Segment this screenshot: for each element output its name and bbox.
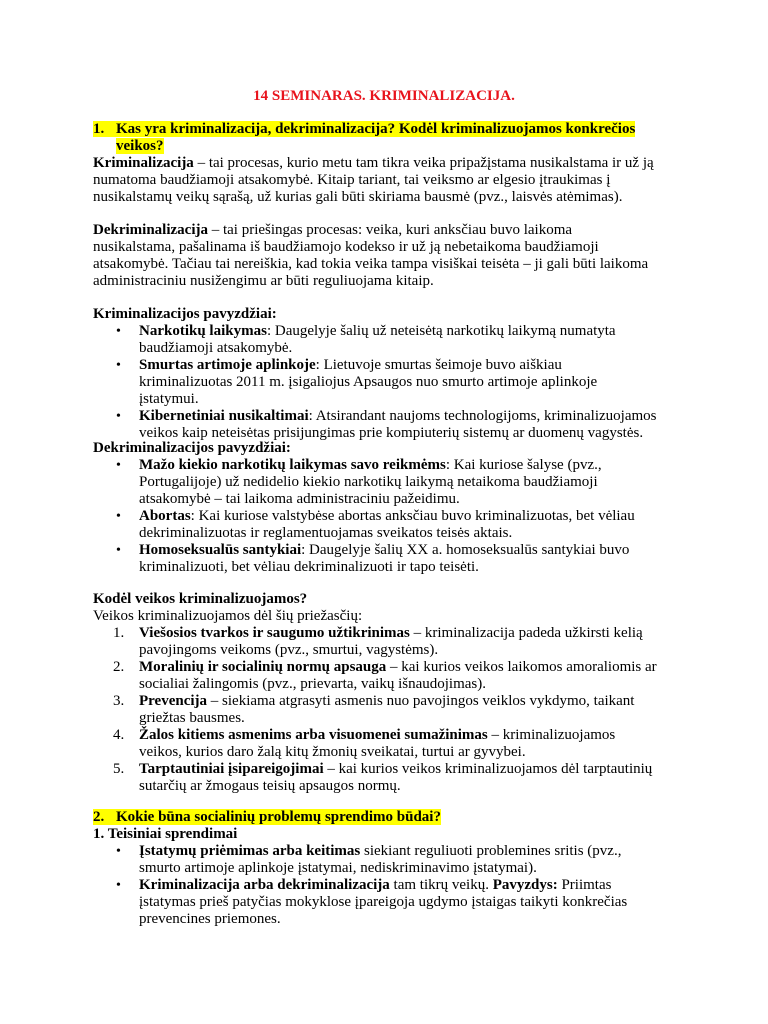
item-text: sutarčių ar žmogaus teisių apsaugos normų.	[139, 778, 401, 794]
legal-solutions	[93, 826, 683, 928]
item-text: atsakomybė – tai laikoma administraciniu pažeidimu.	[139, 491, 460, 507]
item-text: kriminalizuotas 2011 m. įsigaliojus Apsaugos nuo smurto artimoje aplinkoje	[139, 374, 598, 390]
item-term: Tarptautiniai įsipareigojimai	[139, 761, 324, 777]
question-text-line2: veikos?	[116, 138, 164, 154]
item-text: įstatymas prieš patyčias mokyklose įpareigoja ugdymo įstaigas taikyti konkrečias	[139, 894, 628, 910]
item-term: Prevencija	[139, 693, 208, 709]
definition-text: nusikalstama, pašalinama iš baudžiamojo kodekso ir už ją nebetaikoma baudžiamoji	[93, 239, 599, 255]
item-text: : Kai kuriose valstybėse abortas anksčiau buvo kriminalizuotas, bet vėliau	[190, 508, 635, 524]
item-text: įstatymui.	[139, 391, 199, 407]
bullet-icon: •	[116, 844, 121, 859]
list-item	[93, 542, 683, 576]
definition-term: Dekriminalizacija	[93, 222, 208, 238]
section-intro: Veikos kriminalizuojamos dėl šių priežasčių:	[93, 608, 363, 624]
item-text: – kai kurios veikos laikomos amoraliomis ar	[386, 659, 657, 675]
bullet-icon: •	[116, 878, 121, 893]
item-text: : Daugelyje šalių XX a. homoseksualūs santykiai buvo	[301, 542, 630, 558]
definition-text: – tai procesas, kurio metu tam tikra veika pripažįstama nusikalstama ir už ją	[193, 155, 654, 171]
section-heading: Dekriminalizacijos pavyzdžiai:	[93, 440, 291, 456]
item-text: siekiant reguliuoti problemines sritis (pvz.,	[360, 843, 622, 859]
dekriminalizacija-examples	[93, 440, 683, 576]
section-heading: 1. Teisiniai sprendimai	[93, 826, 238, 842]
document-title: 14 SEMINARAS. KRIMINALIZACIJA.	[253, 88, 515, 104]
list-item	[93, 659, 683, 693]
item-term: Žalos kitiems asmenims arba visuomenei sumažinimas	[139, 727, 488, 743]
item-text: smurto artimoje aplinkoje įstatymai, nediskriminavimo įstatymai).	[139, 860, 537, 876]
item-term: Viešosios tvarkos ir saugumo užtikrinimas	[139, 625, 410, 641]
definition-text: administraciniu nusižengimu ar būti reguliuojama kitaip.	[93, 273, 434, 289]
question-text: Kokie būna socialinių problemų sprendimo būdai?	[116, 809, 441, 825]
question-number: 1.	[93, 121, 105, 137]
list-item	[93, 727, 683, 761]
list-item	[93, 408, 683, 442]
item-term: Kriminalizacija arba dekriminalizacija	[139, 877, 390, 893]
why-criminalized	[93, 591, 683, 795]
kriminalizacija-definition	[93, 155, 683, 206]
item-text: – kai kurios veikos kriminalizuojamos dėl tarptautinių	[323, 761, 653, 777]
item-text: Priimtas	[557, 877, 612, 893]
question-2	[93, 809, 683, 826]
item-text: kriminalizuoti, bet vėliau dekriminalizuoti ir tapo teisėti.	[139, 559, 479, 575]
bullet-icon: •	[116, 509, 121, 524]
item-term: Kibernetiniai nusikaltimai	[139, 408, 309, 424]
item-text: baudžiamoji atsakomybė.	[139, 340, 293, 356]
item-text: tam tikrų veikų.	[389, 877, 493, 893]
item-text: : Kai kuriose šalyse (pvz.,	[445, 457, 602, 473]
item-text: griežtas bausmes.	[139, 710, 245, 726]
definition-term: Kriminalizacija	[93, 155, 194, 171]
list-item	[93, 761, 683, 795]
bullet-icon: •	[116, 458, 121, 473]
list-item	[93, 877, 683, 928]
item-number: 4.	[113, 727, 125, 743]
question-text-line1: Kas yra kriminalizacija, dekriminalizacija? Kodėl kriminalizuojamos konkrečios	[116, 121, 636, 137]
item-text: veikos kaip neteisėtas prisijungimas prie kompiuterių sistemų ar duomenų vagystės.	[139, 425, 644, 441]
question-1	[93, 121, 683, 155]
bullet-icon: •	[116, 543, 121, 558]
list-item	[93, 625, 683, 659]
definition-text: atsakomybė. Tačiau tai nereiškia, kad tokia veika tampa visiškai teisėta – ji gali būti laikoma	[93, 256, 649, 272]
bullet-icon: •	[116, 409, 121, 424]
item-term: Pavyzdys:	[492, 877, 558, 893]
item-text: – kriminalizacija padeda užkirsti kelią	[409, 625, 643, 641]
item-text: socialiai žalingomis (pvz., prievarta, vaikų išnaudojimas).	[139, 676, 486, 692]
item-text: – siekiama atgrasyti asmenis nuo pavojingos veiklos vykdymo, taikant	[207, 693, 635, 709]
item-number: 2.	[113, 659, 125, 675]
item-text: : Atsirandant naujoms technologijoms, kriminalizuojamos	[308, 408, 657, 424]
list-item	[93, 357, 683, 408]
list-item	[93, 323, 683, 357]
item-text: dekriminalizuotas ir reglamentuojamas sveikatos teisės aktais.	[139, 525, 513, 541]
section-heading: Kodėl veikos kriminalizuojamos?	[93, 591, 308, 607]
section-heading: Kriminalizacijos pavyzdžiai:	[93, 306, 277, 322]
item-term: Įstatymų priėmimas arba keitimas	[139, 843, 361, 859]
item-number: 3.	[113, 693, 125, 709]
item-text: : Lietuvoje smurtas šeimoje buvo aiškiau	[315, 357, 562, 373]
question-number: 2.	[93, 809, 105, 825]
dekriminalizacija-definition	[93, 222, 683, 290]
list-item	[93, 843, 683, 877]
bullet-icon: •	[116, 358, 121, 373]
list-item	[93, 508, 683, 542]
definition-text: nusikalstamų veikų sąrašą, už kurias gali būti skiriama bausmė (pvz., laisvės atėmimas).	[93, 189, 623, 205]
item-term: Moralinių ir socialinių normų apsauga	[139, 659, 387, 675]
list-item	[93, 457, 683, 508]
item-text: : Daugelyje šalių už neteisėtą narkotikų laikymą numatyta	[266, 323, 616, 339]
item-text: veikos, kurios daro žalą kitų žmonių sveikatai, turtui ar gyvybei.	[139, 744, 526, 760]
item-text: Portugalijoje) už nedidelio kiekio narkotikų laikymą netaikoma baudžiamoji	[139, 474, 598, 490]
item-number: 5.	[113, 761, 125, 777]
item-term: Smurtas artimoje aplinkoje	[139, 357, 316, 373]
item-text: prevencines priemones.	[139, 911, 281, 927]
kriminalizacija-examples	[93, 306, 683, 442]
definition-text: numatoma baudžiamoji atsakomybė. Kitaip tariant, tai veiksmo ar elgesio įtraukimas į	[93, 172, 611, 188]
item-term: Abortas	[139, 508, 191, 524]
item-term: Homoseksualūs santykiai	[139, 542, 302, 558]
item-number: 1.	[113, 625, 125, 641]
item-text: – kriminalizuojamos	[487, 727, 616, 743]
bullet-icon: •	[116, 324, 121, 339]
item-term: Narkotikų laikymas	[139, 323, 267, 339]
list-item	[93, 693, 683, 727]
item-term: Mažo kiekio narkotikų laikymas savo reikmėms	[139, 457, 446, 473]
definition-text: – tai priešingas procesas: veika, kuri anksčiau buvo laikoma	[207, 222, 573, 238]
item-text: pavojingoms veikoms (pvz., smurtui, vagystėms).	[139, 642, 439, 658]
